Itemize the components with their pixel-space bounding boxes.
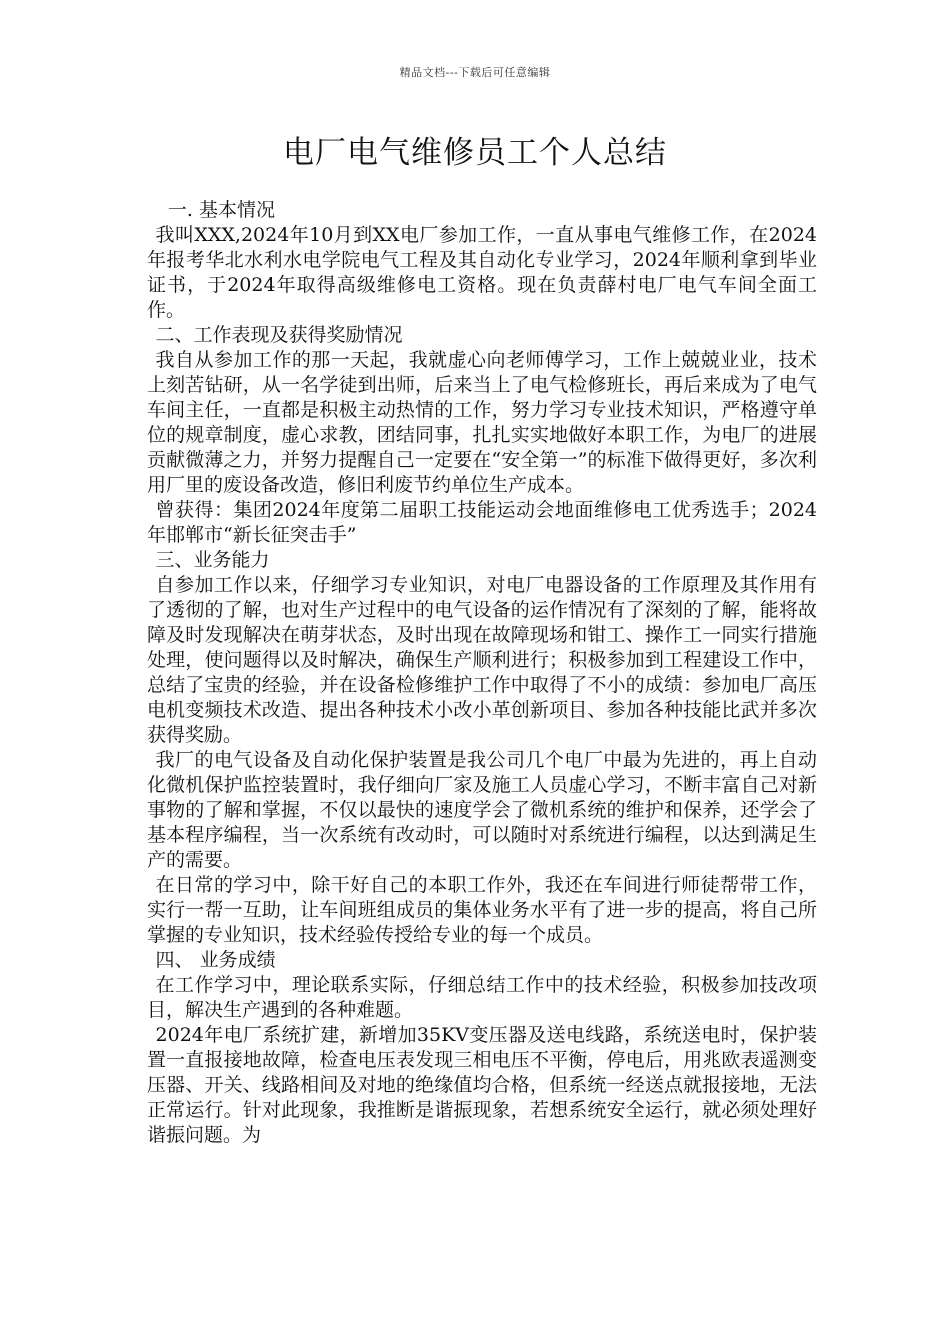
paragraph-ability-2: 我厂的电气设备及自动化保护装置是我公司几个电厂中最为先进的，再上自动化微机保护监控装置时，我仔细向厂家及施工人员虚心学习，不断丰富自己对新事物的了解和掌握，不仅以最快的速度学会了微机系统的维护和保养，还学会了基本程序编程，当一次系统有改动时，可以随时对系统进行编程，以达到满足生产的需要。	[147, 749, 817, 871]
paragraph-basic-info: 我叫XXX,2024年10月到XX电厂参加工作，一直从事电气维修工作，在2024年报考华北水利水电学院电气工程及其自动化专业学习，2024年顺利拿到毕业证书，于2024年取得高级维修电工资格。现在负责薛村电厂电气车间全面工作。	[147, 224, 817, 321]
section-heading-performance: 二、工作表现及获得奖励情况	[155, 324, 403, 346]
document-body	[147, 198, 817, 1148]
section-heading-achievements: 四、 业务成绩	[155, 949, 276, 971]
paragraph-awards: 曾获得：集团2024年度第二届职工技能运动会地面维修电工优秀选手；2024年邯郸市“新长征突击手”	[147, 499, 817, 546]
paragraph-performance: 我自从参加工作的那一天起，我就虚心向老师傅学习，工作上兢兢业业，技术上刻苦钻研，从一名学徒到出师，后来当上了电气检修班长，再后来成为了电气车间主任，一直都是积极主动热情的工作，努力学习专业技术知识，严格遵守单位的规章制度，虚心求教，团结同事，扎扎实实地做好本职工作，为电厂的进展贡献微薄之力，并努力提醒自己一定要在“安全第一”的标准下做得更好，多次利用厂里的废设备改造，修旧利废节约单位生产成本。	[147, 349, 817, 496]
paragraph-achievements-1: 在工作学习中，理论联系实际，仔细总结工作中的技术经验，积极参加技改项目，解决生产遇到的各种难题。	[147, 974, 817, 1021]
paragraph-ability-1: 自参加工作以来，仔细学习专业知识，对电厂电器设备的工作原理及其作用有了透彻的了解，也对生产过程中的电气设备的运作情况有了深刻的了解，能将故障及时发现解决在萌芽状态，及时出现在故障现场和钳工、操作工一同实行措施处理，使问题得以及时解决，确保生产顺利进行；积极参加到工程建设工作中，总结了宝贵的经验，并在设备检修维护工作中取得了不小的成绩：参加电厂高压电机变频技术改造、提出各种技术小改小革创新项目、参加各种技能比武并多次获得奖励。	[147, 574, 817, 746]
section-heading-basic-info: 一. 基本情况	[167, 199, 275, 221]
paragraph-ability-3: 在日常的学习中，除干好自己的本职工作外，我还在车间进行师徒帮带工作，实行一帮一互助，让车间班组成员的集体业务水平有了进一步的提高，将自己所掌握的专业知识，技术经验传授给专业的每一个成员。	[147, 874, 817, 946]
section-heading-ability: 三、业务能力	[155, 549, 270, 571]
document-title: 电厂电气维修员工个人总结	[283, 135, 667, 171]
page-header-note: 精品文档---下载后可任意编辑	[399, 66, 551, 79]
paragraph-achievements-2: 2024年电厂系统扩建，新增加35KV变压器及送电线路，系统送电时，保护装置一直报接地故障，检查电压表发现三相电压不平衡，停电后，用兆欧表遥测变压器、开关、线路相间及对地的绝缘值均合格，但系统一经送点就报接地，无法正常运行。针对此现象，我推断是谐振现象，若想系统安全运行，就必须处理好谐振问题。为	[147, 1024, 817, 1146]
